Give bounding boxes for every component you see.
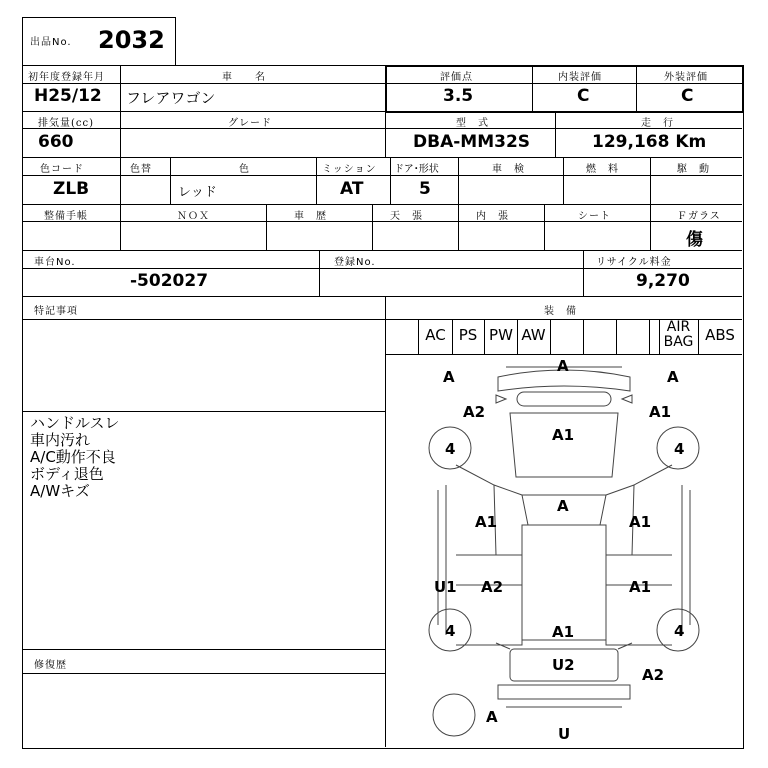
reg-no-label: 登録No. [334,257,376,268]
exterior-value: C [681,86,694,106]
damage-tire-front-left: 4 [445,440,456,458]
damage-windshield: A [557,497,569,515]
fuel-label: 燃 料 [586,164,619,175]
interior-upholstery-label: 内 張 [476,211,509,222]
note-item: ボディ退色 [30,465,104,483]
damage-rear-bottom: U [558,725,571,743]
car-name-value: フレアワゴン [126,89,216,107]
grade-label: グレード [228,118,272,129]
spare-tire-icon [433,694,475,736]
score-label: 評価点 [440,72,473,83]
damage-sill-left: U1 [434,578,457,596]
damage-door-rear-left: A2 [481,578,504,596]
first-reg-label: 初年度登録年月 [28,72,105,83]
grille-outline [517,392,611,406]
f-glass-label: Ｆガラス [677,211,721,222]
car-damage-diagram [386,355,742,746]
repair-history-label: 修復歴 [34,660,67,671]
color-value: レッド [178,185,217,200]
damage-fender-front-right: A1 [649,403,672,421]
first-reg-value: H25/12 [34,86,102,106]
damage-front-left-corner: A [443,368,455,386]
note-item: A/C動作不良 [30,448,116,466]
doors-value: 5 [419,179,431,199]
damage-tire-rear-right: 4 [674,622,685,640]
damage-rear-bumper: A [486,708,498,726]
displacement-value: 660 [38,132,74,152]
equipment-pw: PW [489,326,513,344]
equipment-abs: ABS [705,326,735,344]
model-label: 型 式 [456,118,489,129]
color-code-label: 色コード [40,164,84,175]
transmission-value: AT [340,179,364,199]
displacement-unit: (cc) [71,118,95,129]
damage-door-front-right: A1 [629,513,652,531]
recycle-fee-value: 9,270 [636,271,690,291]
color-code-value: ZLB [53,179,90,199]
inspection-label: 車 検 [492,164,525,175]
drive-label: 駆 動 [677,164,710,175]
damage-door-rear-right: A1 [629,578,652,596]
color-change-label: 色替 [130,164,152,175]
damage-front-right-corner: A [667,368,679,386]
manual-label: 整備手帳 [44,211,88,222]
equipment-aw: AW [521,326,546,344]
transmission-label: ミッション [322,164,377,175]
f-glass-value: 傷 [686,230,703,250]
damage-rear-quarter-right: A2 [642,666,665,684]
roof-label: 天 張 [390,211,423,222]
interior-label: 内装評価 [558,72,602,83]
recycle-fee-label: リサイクル料金 [596,257,672,268]
color-label: 色 [239,164,250,175]
lot-number: 2032 [98,26,165,54]
damage-front-bumper: A [557,357,569,375]
seat-label: シート [578,211,611,222]
mileage-value: 129,168 Km [592,132,707,152]
equipment-ac: AC [425,326,446,344]
hood-outline [510,413,618,477]
note-item: A/Wキズ [30,482,90,500]
nox-label: ＮＯＸ [177,211,210,222]
car-name-label: 車 名 [222,72,266,83]
equipment-airbag: AIR BAG [663,319,694,350]
damage-tire-rear-left: 4 [445,622,456,640]
special-notes-label: 特記事項 [34,306,78,317]
lot-number-label: 出品No. [30,37,72,48]
displacement-label [38,114,94,129]
damage-hood: A1 [552,426,575,444]
displacement-label-text: 排気量 [38,118,71,129]
history-label: 車 歴 [294,211,327,222]
right-body-outline [606,465,672,645]
interior-value: C [577,86,590,106]
mileage-label: 走 行 [641,118,674,129]
damage-fender-front-left: A2 [463,403,486,421]
special-notes-list [30,415,120,500]
equipment-ps: PS [458,326,478,344]
note-item: ハンドルスレ [30,414,120,432]
exterior-label: 外装評価 [664,72,708,83]
equipment-label: 装 備 [544,306,577,317]
damage-tire-front-right: 4 [674,440,685,458]
score-value: 3.5 [443,86,474,106]
door-type-label: ドア･形状 [394,164,439,175]
chassis-no-label: 車台No. [34,257,76,268]
note-item: 車内汚れ [30,431,91,449]
damage-trunk: U2 [552,656,575,674]
chassis-no-value: -502027 [130,271,209,291]
damage-door-front-left: A1 [475,513,498,531]
left-body-outline [456,465,522,645]
damage-roof-rear: A1 [552,623,575,641]
rear-bumper-outline [498,685,630,699]
model-value: DBA-MM32S [413,132,531,152]
